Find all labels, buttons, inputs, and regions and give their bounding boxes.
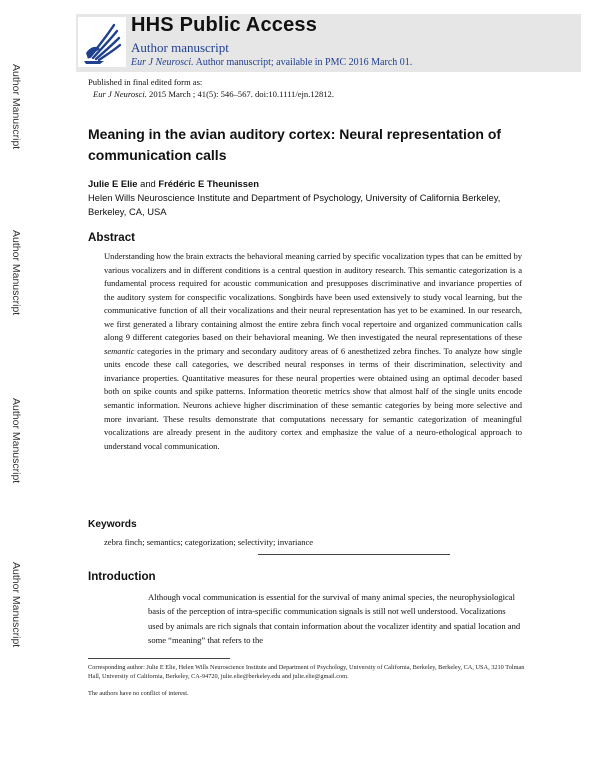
- abstract-emphasis: semantic: [104, 345, 135, 356]
- published-in-label: Published in final edited form as:: [88, 77, 203, 87]
- keywords-list: zebra finch; semantics; categorization; selectivity; invariance: [104, 537, 314, 547]
- author-name: Julie E Elie: [88, 178, 138, 189]
- author-list: [88, 178, 259, 189]
- publication-journal: Eur J Neurosci.: [93, 89, 147, 99]
- banner-journal: Eur J Neurosci.: [131, 57, 194, 68]
- side-label-author-manuscript: Author Manuscript: [10, 398, 22, 484]
- author-name: Frédéric E Theunissen: [158, 178, 259, 189]
- abstract-text: Understanding how the brain extracts the behavioral meaning carried by specific vocalization types that can be emitted by various vocalizers and in different conditions is a central question in auditory research. This semantic categorization is a fundamental process required for acoustic communication and presupposes discriminative and invariance properties of the auditory system for conspecific vocalizations. Songbirds have been used extensively to study vocal learning, but the communicative function of all their vocalizations and their neural representation has yet to be examined. In our research, we first generated a library containing almost the entire zebra finch vocal repertoire and organized communication calls along 9 different categories based on their behavioral meaning. We then investigated the neural representations of these: [104, 251, 522, 343]
- footnote-divider: [88, 658, 230, 659]
- author-joiner: and: [137, 178, 159, 189]
- introduction-heading: Introduction: [88, 570, 156, 583]
- side-label-author-manuscript: Author Manuscript: [10, 230, 22, 316]
- publication-citation: [93, 89, 334, 99]
- article-title: Meaning in the avian auditory cortex: Neural representation of communication calls: [88, 126, 502, 163]
- hhs-logo: [78, 17, 126, 67]
- introduction-body: Although vocal communication is essential for the survival of many animal species, the neurophysiological basis of the perception of intra-specific communication signals is still not well understood. Vocalizations used by animals are rich signals that contain information about the vocalizer identity and spatial location and some “meaning” that refers to the: [148, 592, 521, 646]
- banner-availability-text: Author manuscript; available in PMC 2016 March 01.: [193, 57, 413, 68]
- abstract-text: categories in the primary and secondary auditory areas of 6 anesthetized zebra finches. To analyze how single units encode these call categories, we described neural responses in terms of their discrimination, selectivity and invariance properties. Quantitative measures for these neural properties were obtained using an optimal decoder based both on spike counts and spike patterns. Information theoretic metrics show that almost half of the single units encode semantic information. Neurons achieve higher discrimination of these semantic categories by being more selective and more invariant. These results demonstrate that computations necessary for semantic categorization of meaningful vocalizations are already present in the auditory cortex and emphasize the value of a neuro-ethological approach to understand vocal communication.: [104, 345, 522, 451]
- keywords-divider: [258, 554, 450, 555]
- conflict-of-interest-note: The authors have no conflict of interest.: [88, 690, 189, 697]
- hhs-eagle-logo-icon: [78, 17, 126, 67]
- keywords-heading: Keywords: [88, 519, 137, 530]
- banner-availability: [131, 57, 412, 68]
- side-label-author-manuscript: Author Manuscript: [10, 64, 22, 150]
- author-affiliation: Helen Wills Neuroscience Institute and Department of Psychology, University of California Berkeley, Berkeley, CA, USA: [88, 192, 501, 217]
- corresponding-author-note: Corresponding author: Julie E Elie, Helen Wills Neuroscience Institute and Department of Psychology, University of California, Berkeley, Berkeley, CA, USA, 3210 Tolman Hall, University of California, Berkeley, CA-94720, julie.elie@berkeley.edu and julie.elie@gmail.com.: [88, 664, 525, 680]
- publication-citation-text: 2015 March ; 41(5): 546–567. doi:10.1111/ejn.12812.: [146, 89, 335, 99]
- side-label-author-manuscript: Author Manuscript: [10, 562, 22, 648]
- banner-subtitle: Author manuscript: [131, 40, 229, 55]
- abstract-heading: Abstract: [88, 231, 136, 244]
- banner-title: HHS Public Access: [131, 14, 318, 36]
- abstract-body: [104, 250, 522, 453]
